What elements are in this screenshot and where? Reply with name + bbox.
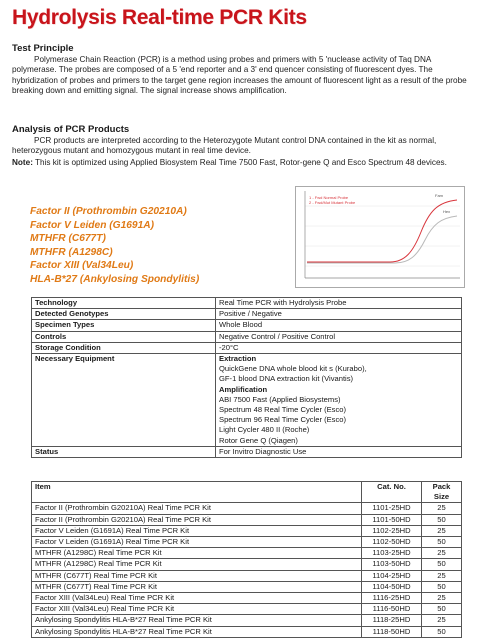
analysis-section <box>12 124 474 168</box>
cat-no-cell: 1103-50HD <box>362 559 422 570</box>
table-row <box>32 514 462 525</box>
item-cell: Factor XIII (Val34Leu) Real Time PCR Kit <box>32 593 362 604</box>
table-row <box>32 593 462 604</box>
analysis-heading: Analysis of PCR Products <box>12 124 130 135</box>
equipment-item: Rotor Gene Q (Qiagen) <box>219 435 298 445</box>
table-row <box>32 548 462 559</box>
analysis-text: PCR products are interpreted according to the Heterozygote Mutant control DNA contained in the kit as normal, heterozygous mutant and homozygous mutant in real time device. <box>12 136 437 156</box>
table-row <box>32 581 462 592</box>
pack-size-cell: 50 <box>422 514 462 525</box>
equipment-item: GF-1 blood DNA extraction kit (Vivantis) <box>219 374 354 384</box>
table-row <box>32 503 462 514</box>
equipment-item: QuickGene DNA whole blood kit s (Kurabo), <box>219 364 367 374</box>
table-row <box>32 537 462 548</box>
test-principle-section <box>12 43 474 97</box>
table-row <box>32 331 462 342</box>
pack-size-cell: 25 <box>422 503 462 514</box>
table-row <box>32 615 462 626</box>
cat-no-cell: 1103-25HD <box>362 548 422 559</box>
pack-size-cell: 25 <box>422 593 462 604</box>
kit-item: MTHFR (A1298C) <box>30 246 113 258</box>
extraction-heading: Extraction <box>219 354 257 364</box>
column-header-cat-no: Cat. No. <box>362 482 422 503</box>
cat-no-cell: 1118-25HD <box>362 615 422 626</box>
table-row <box>32 559 462 570</box>
cat-no-cell: 1104-50HD <box>362 581 422 592</box>
item-cell: MTHFR (A1298C) Real Time PCR Kit <box>32 559 362 570</box>
equipment-item: Spectrum 48 Real Time Cycler (Esco) <box>219 405 347 415</box>
table-row <box>32 320 462 331</box>
pack-size-cell: 25 <box>422 570 462 581</box>
pack-size-cell: 25 <box>422 548 462 559</box>
equipment-item: Light Cycler 480 II (Roche) <box>219 425 310 435</box>
pack-size-cell: 50 <box>422 604 462 615</box>
kit-item: Factor V Leiden (G1691A) <box>30 219 154 231</box>
amplification-plot <box>295 186 465 288</box>
curve-label-hex: Hex <box>443 209 451 214</box>
ordering-table <box>31 481 462 638</box>
plot-legend-2: 2 - Fwd/Mut Mutant Probe <box>309 200 356 205</box>
spec-key: Necessary Equipment <box>32 354 216 447</box>
spec-key: Detected Genotypes <box>32 309 216 320</box>
table-row <box>32 446 462 457</box>
item-cell: MTHFR (C677T) Real Time PCR Kit <box>32 581 362 592</box>
item-cell: Factor II (Prothrombin G20210A) Real Time PCR Kit <box>32 503 362 514</box>
item-cell: Ankylosing Spondylitis HLA-B*27 Real Time PCR Kit <box>32 615 362 626</box>
test-principle-heading: Test Principle <box>12 43 74 54</box>
item-cell: MTHFR (C677T) Real Time PCR Kit <box>32 570 362 581</box>
spec-value: Real Time PCR with Hydrolysis Probe <box>216 298 462 309</box>
kit-list <box>30 205 270 286</box>
pack-size-cell: 50 <box>422 537 462 548</box>
amplification-heading: Amplification <box>219 384 268 394</box>
note-label: Note: <box>12 157 33 167</box>
pack-size-cell: 50 <box>422 581 462 592</box>
table-row <box>32 525 462 536</box>
kit-item: MTHFR (C677T) <box>30 233 106 244</box>
kit-item: Factor XIII (Val34Leu) <box>30 260 134 271</box>
kit-item: Factor II (Prothrombin G20210A) <box>30 206 187 217</box>
test-principle-text: Polymerase Chain Reaction (PCR) is a method using probes and primers with 5 'nuclease activity of Taq DNA polymerase. The probes are composed of a 5 'end reporter and a 3' end quencer consisting of fluorescent dyes. The hybridization of probes and primers to the target gene region increases the amount of fluorescent light as a result of the probe breaking down and emitting signal. The signal increase shows amplification. <box>12 55 467 96</box>
curve-label-fam: Fam <box>435 193 443 198</box>
cat-no-cell: 1116-50HD <box>362 604 422 615</box>
item-cell: Factor V Leiden (G1691A) Real Time PCR Kit <box>32 525 362 536</box>
plot-legend-1: 1 - Fwd Normal Probe <box>309 195 349 200</box>
spec-value: -20°C <box>216 342 462 353</box>
cat-no-cell: 1118-50HD <box>362 626 422 637</box>
amplification-plot-image <box>295 186 465 288</box>
table-row <box>32 604 462 615</box>
equipment-item: Spectrum 96 Real Time Cycler (Esco) <box>219 415 347 425</box>
kit-item: HLA-B*27 (Ankylosing Spondylitis) <box>30 273 200 285</box>
page-title: Hydrolysis Real-time PCR Kits <box>12 6 307 29</box>
item-cell: Ankylosing Spondylitis HLA-B*27 Real Time PCR Kit <box>32 626 362 637</box>
spec-value: Positive / Negative <box>216 309 462 320</box>
cat-no-cell: 1101-50HD <box>362 514 422 525</box>
pack-size-cell: 25 <box>422 615 462 626</box>
spec-key: Status <box>32 446 216 457</box>
spec-value: Whole Blood <box>216 320 462 331</box>
spec-key: Controls <box>32 331 216 342</box>
equipment-cell <box>216 354 462 447</box>
pack-size-cell: 50 <box>422 626 462 637</box>
table-row <box>32 298 462 309</box>
equipment-item: ABI 7500 Fast (Applied Biosystems) <box>219 394 341 404</box>
note-text: This kit is optimized using Applied Biosystem Real Time 7500 Fast, Rotor-gene Q and Esco Spectrum 48 devices. <box>32 157 447 167</box>
specification-table <box>31 297 462 458</box>
spec-key: Technology <box>32 298 216 309</box>
column-header-pack-size: Pack Size <box>422 482 462 503</box>
spec-value: Negative Control / Positive Control <box>216 331 462 342</box>
cat-no-cell: 1101-25HD <box>362 503 422 514</box>
table-row <box>32 309 462 320</box>
spec-key: Specimen Types <box>32 320 216 331</box>
ordering-table-body <box>32 503 462 637</box>
cat-no-cell: 1102-25HD <box>362 525 422 536</box>
cat-no-cell: 1102-50HD <box>362 537 422 548</box>
table-row <box>32 342 462 353</box>
spec-key: Storage Condition <box>32 342 216 353</box>
item-cell: Factor XIII (Val34Leu) Real Time PCR Kit <box>32 604 362 615</box>
column-header-item: Item <box>32 482 362 503</box>
spec-value: For Invitro Diagnostic Use <box>216 446 462 457</box>
table-header-row <box>32 482 462 503</box>
table-row <box>32 354 462 447</box>
cat-no-cell: 1104-25HD <box>362 570 422 581</box>
pack-size-cell: 50 <box>422 559 462 570</box>
item-cell: Factor V Leiden (G1691A) Real Time PCR Kit <box>32 537 362 548</box>
table-row <box>32 570 462 581</box>
item-cell: MTHFR (A1298C) Real Time PCR Kit <box>32 548 362 559</box>
item-cell: Factor II (Prothrombin G20210A) Real Time PCR Kit <box>32 514 362 525</box>
pack-size-cell: 25 <box>422 525 462 536</box>
table-row <box>32 626 462 637</box>
cat-no-cell: 1116-25HD <box>362 593 422 604</box>
analysis-note <box>12 158 474 168</box>
